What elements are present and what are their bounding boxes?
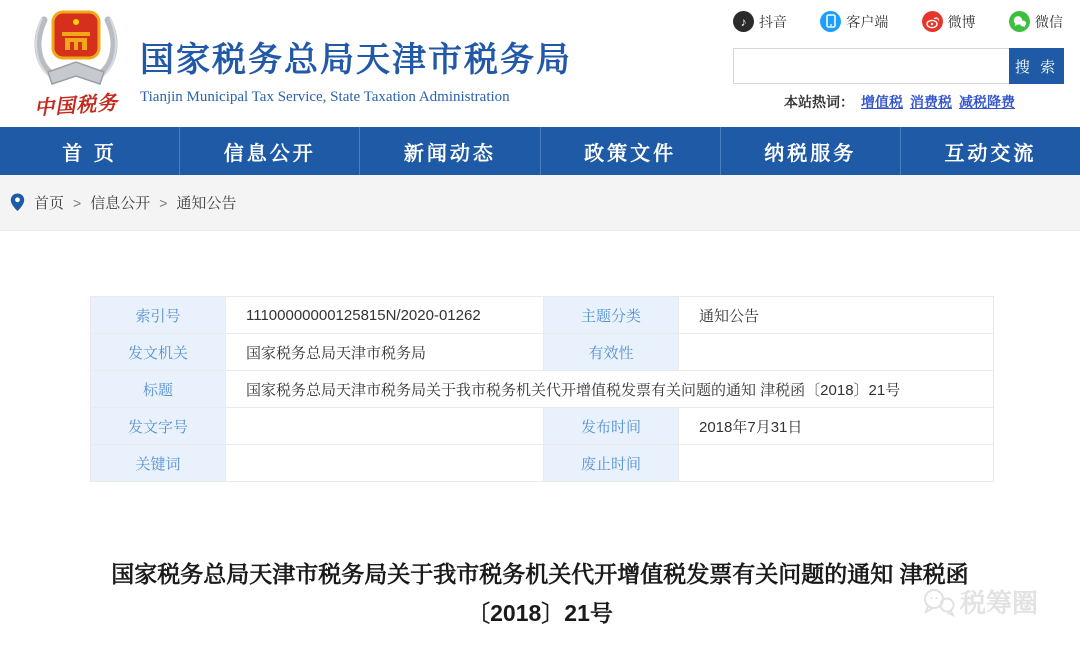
wechat-icon [1009,11,1030,32]
nav-interaction[interactable]: 互动交流 [944,142,1037,165]
logo-caption: 中国税务 [33,92,119,120]
meta-value-issuing-authority: 国家税务总局天津市税务局 [226,334,544,371]
meta-label-publish-date: 发布时间 [544,408,679,445]
social-links [733,11,1063,32]
site-title: 国家税务总局天津市税务局 [140,41,572,79]
social-label: 客户端 [846,13,889,30]
meta-value-keywords [226,445,544,482]
hot-word-link-tax-cut[interactable]: 减税降费 [959,94,1015,110]
search-button[interactable]: 搜 索 [1009,48,1064,84]
social-douyin[interactable] [733,11,787,32]
meta-label-subject-category: 主题分类 [544,297,679,334]
meta-label-issuing-authority: 发文机关 [91,334,226,371]
weibo-icon [922,11,943,32]
breadcrumb-information-disclosure[interactable]: 信息公开 [90,195,151,212]
nav-policy-documents[interactable]: 政策文件 [541,127,721,175]
table-row [91,371,994,408]
meta-value-index-number: 11100000000125815N/2020-01262 [226,297,544,334]
tax-emblem-logo [26,6,126,120]
main-nav [0,127,1080,175]
meta-label-document-number: 发文字号 [91,408,226,445]
meta-value-repeal-date [679,445,994,482]
meta-value-document-number [226,408,544,445]
main-content [0,231,1080,649]
nav-tax-services[interactable]: 纳税服务 [721,127,901,175]
douyin-icon: ♪ [733,11,754,32]
nav-news[interactable]: 新闻动态 [360,127,540,175]
nav-information-disclosure[interactable]: 信息公开 [180,127,360,175]
breadcrumb-home[interactable]: 首页 [34,195,65,212]
meta-label-validity: 有效性 [544,334,679,371]
tax-emblem-icon [26,6,126,98]
search-input[interactable] [733,48,1009,84]
social-label: 抖音 [759,13,787,30]
site-subtitle: Tianjin Municipal Tax Service, State Taxation Administration [140,89,510,105]
meta-value-title: 国家税务总局天津市税务局关于我市税务机关代开增值税发票有关问题的通知 津税函〔2018〕21号 [226,371,994,408]
search-bar [733,48,1064,84]
document-meta-table [90,296,994,482]
meta-label-repeal-date: 废止时间 [544,445,679,482]
meta-label-index-number: 索引号 [91,297,226,334]
social-label: 微博 [947,13,976,30]
meta-label-title: 标题 [91,371,226,408]
nav-home[interactable]: 首 页 [0,127,180,175]
breadcrumb-notices[interactable]: 通知公告 [176,195,237,212]
hot-word-link-consumption-tax[interactable]: 消费税 [910,94,952,110]
mobile-app-icon [820,11,841,32]
hot-words [784,92,1015,112]
meta-label-keywords: 关键词 [91,445,226,482]
breadcrumb [0,175,1080,231]
table-row [91,334,994,371]
breadcrumb-separator: > [73,194,82,211]
meta-value-subject-category: 通知公告 [679,297,994,334]
table-row [91,408,994,445]
site-header [0,0,1080,127]
watermark-text: 税筹圈 [959,588,1038,618]
social-wechat[interactable] [1009,11,1063,32]
table-row [91,297,994,334]
breadcrumb-separator: > [159,194,168,211]
social-weibo[interactable] [922,11,976,32]
site-titles [140,32,572,106]
location-pin-icon [10,193,25,212]
hot-word-link-vat[interactable]: 增值税 [861,94,903,110]
meta-value-publish-date: 2018年7月31日 [679,408,994,445]
social-app-client[interactable] [820,11,888,32]
social-label: 微信 [1034,13,1063,30]
hot-words-label: 本站热词： [784,94,854,110]
table-row [91,445,994,482]
document-title: 国家税务总局天津市税务局关于我市税务机关代开增值税发票有关问题的通知 津税函〔2018〕21号 [111,561,969,626]
meta-value-validity [679,334,994,371]
